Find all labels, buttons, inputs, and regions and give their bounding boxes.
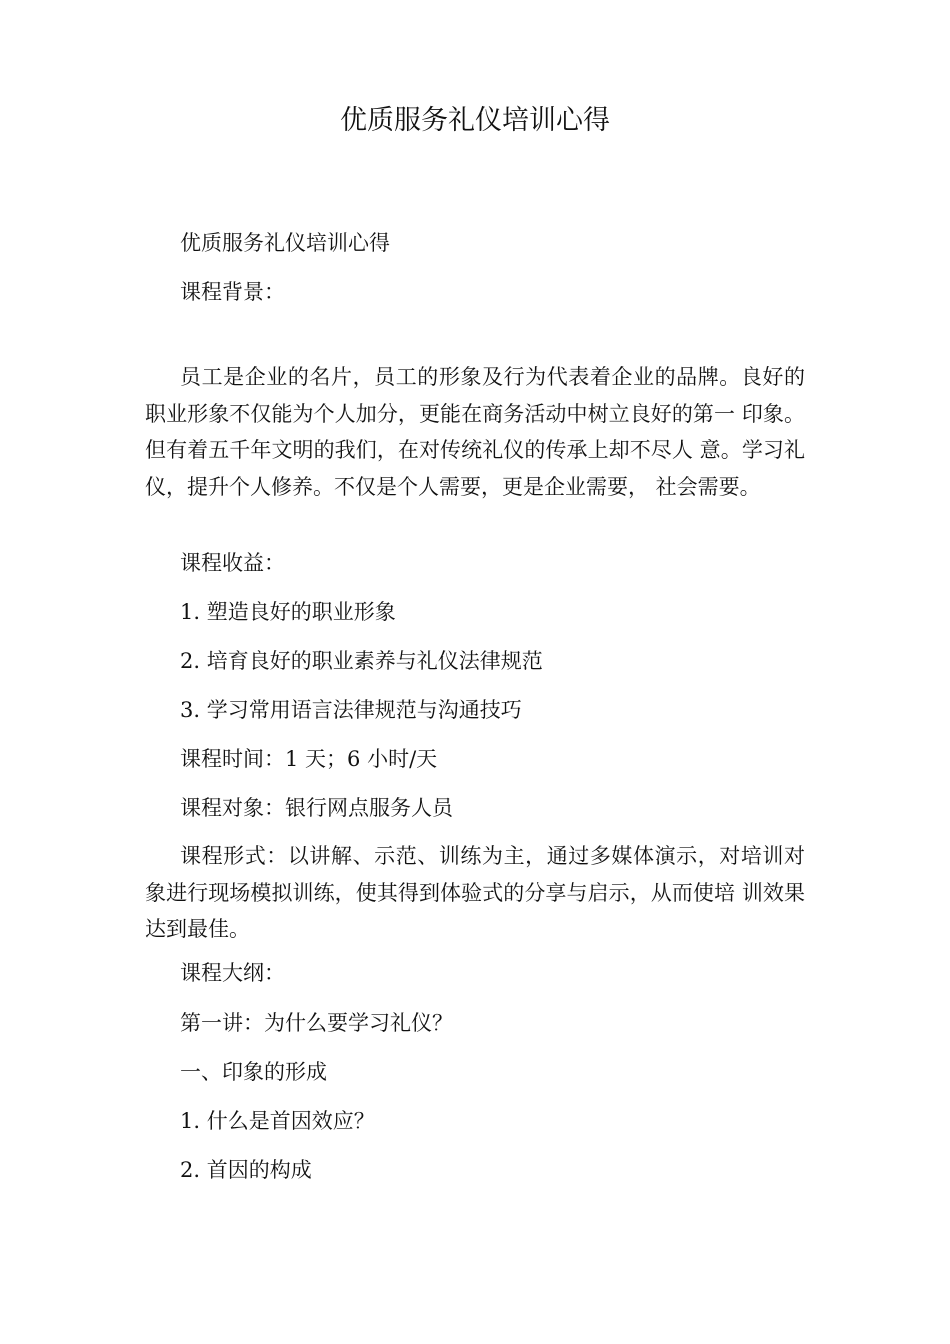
benefits-heading: 课程收益：	[180, 551, 285, 575]
section-item-2: 2. 首因的构成	[180, 1158, 312, 1182]
course-time: 课程时间：1 天；6 小时/天	[180, 747, 438, 771]
background-paragraph: 员工是企业的名片，员工的形象及行为代表着企业的品牌。良好的职业形象不仅能为个人加分，更能在商务活动中树立良好的第一 印象。但有着五千年文明的我们，在对传统礼仪的传承上却不尽人 意。学习礼仪，提升个人修养。不仅是个人需要，更是企业需要， 社会需要。	[145, 365, 805, 499]
subtitle-line: 优质服务礼仪培训心得	[180, 231, 390, 255]
lecture-one-heading: 第一讲：为什么要学习礼仪？	[180, 1011, 453, 1035]
benefit-item-1: 1. 塑造良好的职业形象	[180, 600, 396, 624]
section-item-1: 1. 什么是首因效应？	[180, 1109, 375, 1133]
outline-heading: 课程大纲：	[180, 961, 285, 985]
benefit-item-3: 3. 学习常用语言法律规范与沟通技巧	[180, 698, 522, 722]
course-format-paragraph: 课程形式：以讲解、示范、训练为主，通过多媒体演示，对培训对象进行现场模拟训练，使其得到体验式的分享与启示，从而使培 训效果达到最佳。	[145, 844, 805, 941]
background-heading: 课程背景：	[180, 280, 285, 304]
course-audience: 课程对象：银行网点服务人员	[180, 796, 453, 820]
document-title: 优质服务礼仪培训心得	[340, 105, 610, 136]
section-one-heading: 一、印象的形成	[180, 1060, 327, 1084]
benefit-item-2: 2. 培育良好的职业素养与礼仪法律规范	[180, 649, 543, 673]
